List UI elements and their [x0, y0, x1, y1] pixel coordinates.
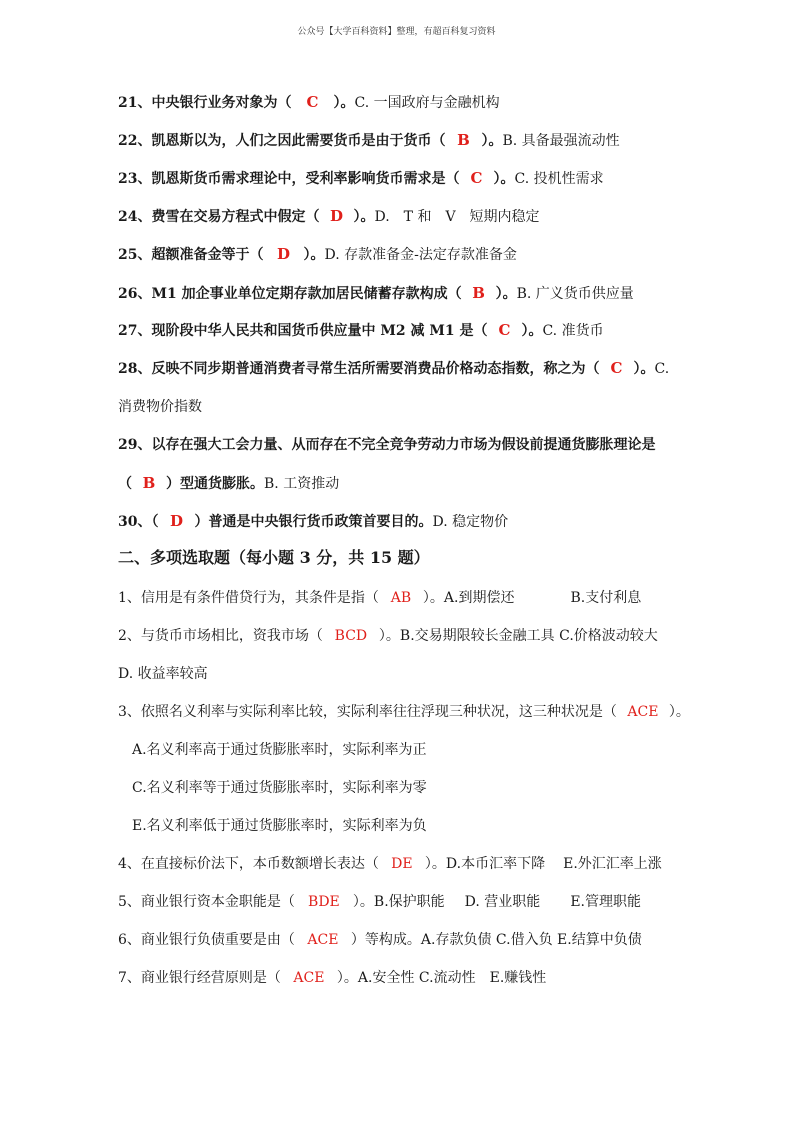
multi-question-1 [118, 588, 641, 608]
option-d: D.本币汇率下降 [445, 856, 546, 872]
question-21 [118, 92, 500, 113]
question-23 [118, 168, 604, 189]
question-close: ）等构成。 [350, 932, 421, 948]
answer-mark: BDE [308, 894, 340, 910]
answer-text: A.安全性 C.流动性 E.赚钱性 [357, 970, 547, 986]
section-heading: 二、多项选取题（每小题 3 分，共 15 题） [118, 548, 430, 567]
answer-mark: ACE [627, 704, 659, 720]
answer-text: D. 存款准备金-法定存款准备金 [324, 247, 517, 263]
question-30 [118, 511, 508, 532]
answer-mark: C [610, 359, 623, 377]
question-stem: 2、与货币市场相比，资我市场（ [118, 628, 323, 644]
answer-mark: B [142, 474, 156, 492]
question-close: ）。 [303, 247, 325, 263]
question-stem: 5、商业银行资本金职能是（ [118, 894, 295, 910]
answer-text: D. T 和 V 短期内稳定 [374, 209, 540, 225]
question-stem: 4、在直接标价法下，本币数额增长表达（ [118, 856, 379, 872]
question-close: ）。 [422, 590, 444, 606]
question-26 [118, 283, 634, 304]
answer-text: 消费物价指数 [118, 399, 202, 415]
answer-text: B. 具备最强流动性 [502, 133, 620, 149]
question-stem: 3、依照名义利率与实际利率比较，实际利率往往浮现三种状况，这三种状况是（ [118, 704, 617, 720]
question-stem: 27、现阶段中华人民共和国货币供应量中 M2 减 M1 是（ [118, 323, 488, 339]
answer-text: A.存款负债 C.借入负 E.结算中负债 [420, 932, 642, 948]
question-close: ）。 [378, 628, 400, 644]
question-stem: 30、（ [118, 514, 159, 530]
question-close: ）普通是中央银行货币政策首要目的。 [194, 514, 433, 530]
question-close: ）。 [336, 970, 358, 986]
answer-text: C. 一国政府与金融机构 [354, 95, 500, 111]
option-d: D. 营业职能 [464, 894, 541, 910]
question-close: ）。 [333, 95, 355, 111]
option-e: E.管理职能 [570, 894, 641, 910]
answer-text: B.交易期限较长金融工具 C.价格波动较大 [399, 628, 658, 644]
option-a: A.到期偿还 [443, 590, 515, 606]
multi-option: A.名义利率高于通过货膨胀率时，实际利率为正 [132, 742, 427, 758]
question-close: ）。 [493, 171, 515, 187]
question-close: ）。 [352, 894, 374, 910]
answer-text: B. 工资推动 [264, 476, 340, 492]
question-close: ）。 [668, 704, 690, 720]
answer-mark: C [470, 169, 483, 187]
answer-mark: AB [390, 590, 412, 606]
answer-text: C. [654, 361, 670, 377]
answer-mark: ACE [293, 970, 325, 986]
question-close: ）。 [521, 323, 543, 339]
question-stem: 7、商业银行经营原则是（ [118, 970, 281, 986]
answer-mark: C [498, 321, 511, 339]
question-28 [118, 358, 669, 379]
answer-mark: D [169, 512, 183, 530]
question-25 [118, 244, 517, 265]
answer-text: D. 稳定物价 [432, 514, 509, 530]
answer-text: C. 准货币 [542, 323, 604, 339]
multi-question-4 [118, 854, 662, 874]
question-stem: 28、反映不同步期普通消费者寻常生活所需要消费品价格动态指数，称之为（ [118, 361, 600, 377]
option-b: B.支付利息 [570, 590, 642, 606]
question-29-continued [118, 473, 339, 494]
multi-question-3 [118, 702, 690, 722]
answer-mark: BCD [334, 628, 368, 644]
question-stem: 25、超额准备金等于（ [118, 247, 264, 263]
question-stem: 23、凯恩斯货币需求理论中，受利率影响货币需求是（ [118, 171, 460, 187]
answer-text: C. 投机性需求 [514, 171, 604, 187]
question-close: ）。 [481, 133, 503, 149]
question-close: ）。 [633, 361, 655, 377]
question-stem: 1、信用是有条件借贷行为，其条件是指（ [118, 590, 379, 606]
question-24 [118, 206, 540, 227]
question-stem: 6、商业银行负债重要是由（ [118, 932, 295, 948]
answer-text: D. 收益率较高 [118, 666, 208, 682]
question-close: ）。 [495, 286, 517, 302]
question-close: ）。 [353, 209, 375, 225]
multi-option: C.名义利率等于通过货膨胀率时，实际利率为零 [132, 780, 427, 796]
question-stem: 26、M1 加企事业单位定期存款加居民储蓄存款构成（ [118, 286, 462, 302]
multi-question-5 [118, 892, 641, 912]
question-open: （ [118, 476, 132, 492]
answer-mark: ACE [307, 932, 339, 948]
question-close: ）型通货膨胀。 [166, 476, 264, 492]
multi-question-2-continued [118, 664, 208, 684]
answer-mark: D [329, 207, 343, 225]
question-29 [118, 435, 655, 455]
multi-question-6 [118, 930, 642, 950]
question-close: ）。 [424, 856, 446, 872]
question-27 [118, 320, 604, 341]
question-stem: 22、凯恩斯以为，人们之因此需要货币是由于货币（ [118, 133, 446, 149]
answer-mark: B [457, 131, 470, 149]
option-b: B.保护职能 [373, 894, 445, 910]
answer-mark: D [276, 245, 290, 263]
question-28-continued [118, 397, 202, 417]
question-22 [118, 130, 620, 151]
question-stem: 24、费雪在交易方程式中假定（ [118, 209, 320, 225]
question-stem: 21、中央银行业务对象为（ [118, 95, 292, 111]
answer-mark: B [472, 284, 485, 302]
multi-question-7 [118, 968, 546, 988]
option-e: E.外汇汇率上涨 [563, 856, 662, 872]
answer-text: B. 广义货币供应量 [516, 286, 634, 302]
multi-option: E.名义利率低于通过货膨胀率时，实际利率为负 [132, 818, 427, 834]
page-header: 公众号【大学百科资料】整理，有超百科复习资料 [297, 27, 496, 37]
answer-mark: DE [391, 856, 413, 872]
answer-mark: C [306, 93, 319, 111]
question-stem: 29、以存在强大工会力量、从而存在不完全竞争劳动力市场为假设前提通货膨胀理论是 [118, 437, 656, 453]
multi-question-2 [118, 626, 658, 646]
